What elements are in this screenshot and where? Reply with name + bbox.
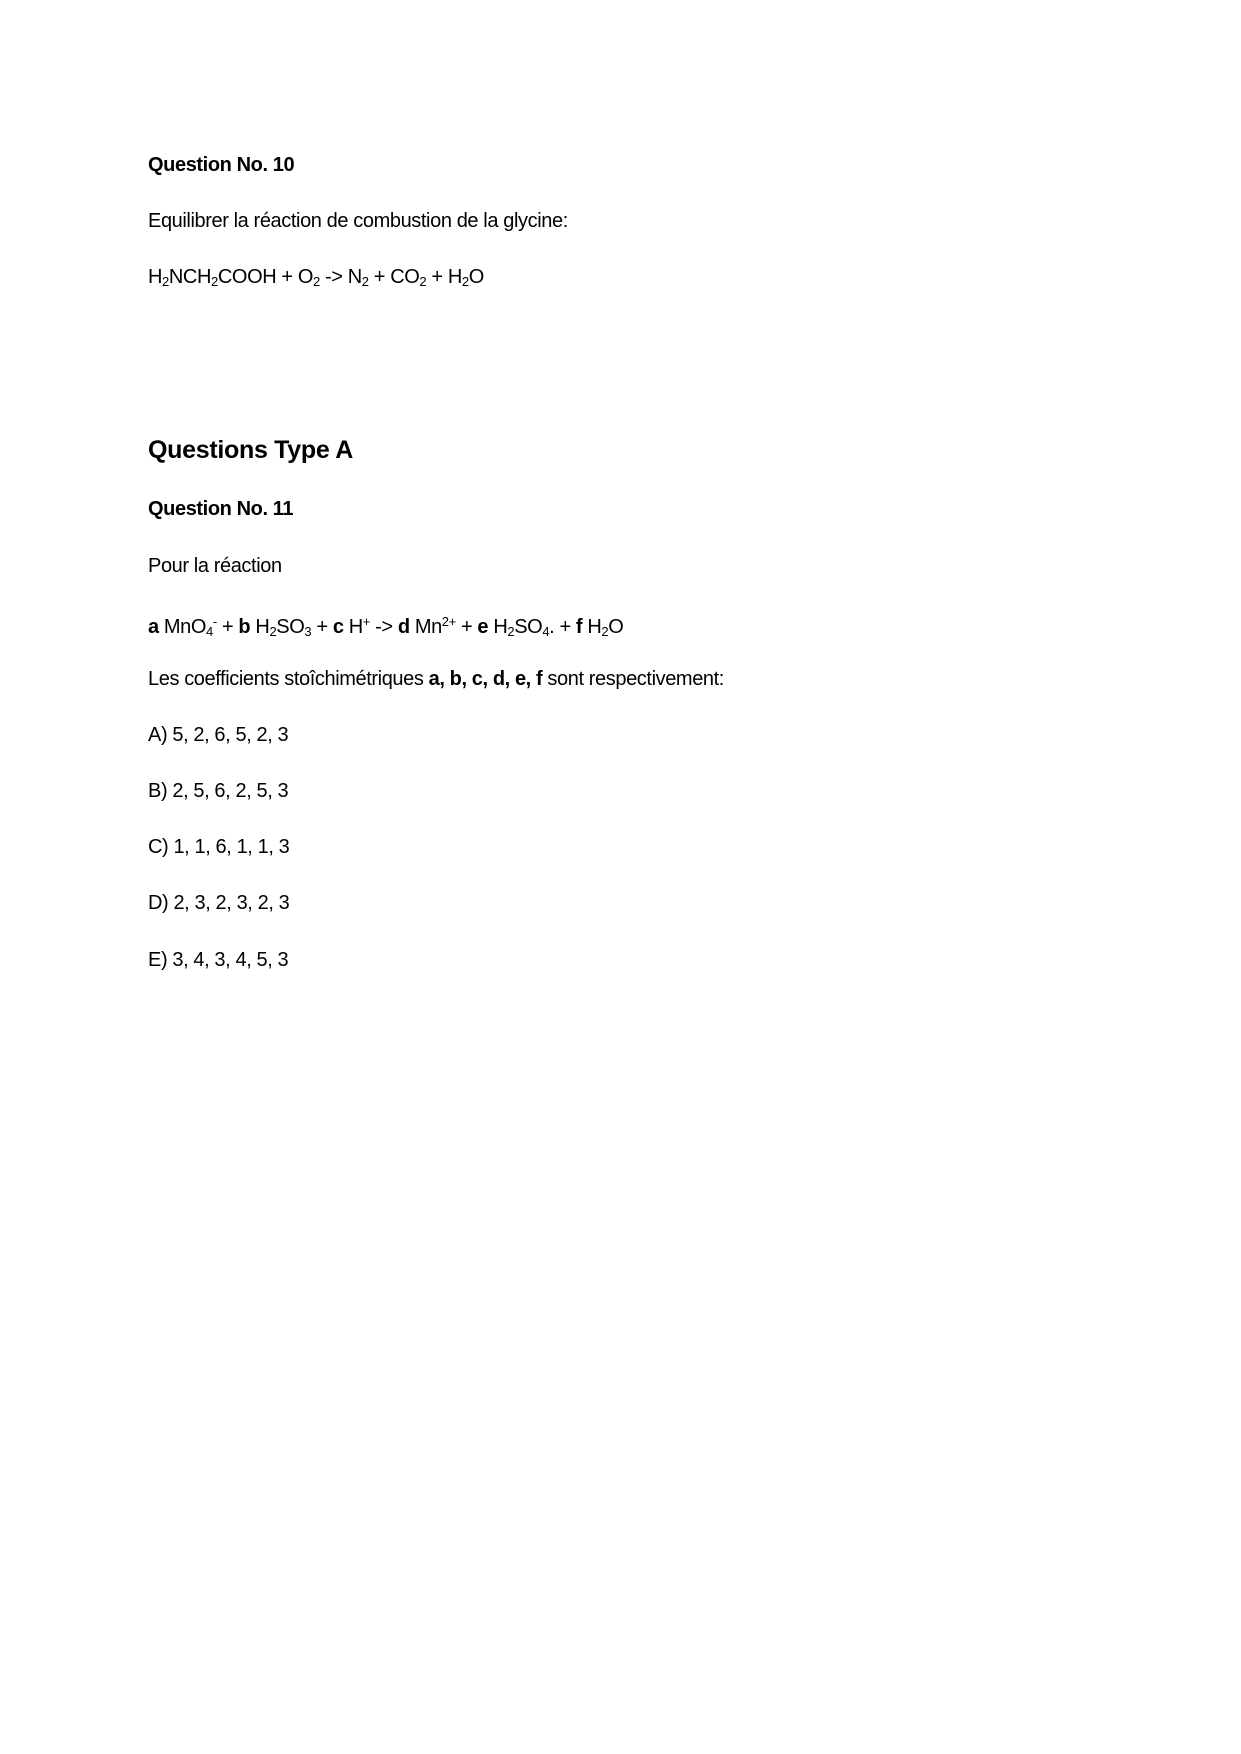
eq-text: + H — [426, 266, 462, 288]
prompt-text: sont respectivement: — [542, 668, 724, 690]
eq-text: -> — [369, 616, 398, 638]
coef-c: c — [332, 616, 344, 638]
eq-text: + CO — [368, 266, 420, 288]
eq-sup: 2+ — [441, 614, 456, 629]
eq-text: + — [311, 616, 333, 638]
question-10-prompt: Equilibrer la réaction de combustion de la glycine: — [148, 210, 568, 232]
eq-sub: 2 — [419, 274, 427, 289]
eq-sub: 2 — [211, 274, 218, 289]
eq-text: H — [343, 616, 363, 638]
eq-text: MnO — [158, 616, 207, 638]
eq-text: + — [216, 616, 239, 638]
eq-sub: 2 — [601, 624, 609, 639]
eq-text: + — [455, 616, 478, 638]
eq-sub: 2 — [461, 274, 469, 289]
eq-text: H — [488, 616, 508, 638]
coef-f: f — [575, 616, 583, 638]
coef-a: a — [148, 616, 159, 638]
eq-text: H — [250, 616, 270, 638]
prompt-coefficients: a, b, c, d, e, f — [428, 668, 543, 690]
section-title: Questions Type A — [148, 436, 353, 464]
question-11-intro: Pour la réaction — [148, 555, 282, 577]
eq-text: O — [608, 616, 624, 638]
option-c: C) 1, 1, 6, 1, 1, 3 — [148, 836, 290, 858]
question-11-heading: Question No. 11 — [148, 498, 294, 520]
eq-sub: 3 — [304, 624, 312, 639]
eq-sup: + — [362, 614, 370, 629]
option-e: E) 3, 4, 3, 4, 5, 3 — [148, 949, 289, 971]
eq-sub: 2 — [507, 624, 515, 639]
eq-sup: - — [212, 614, 217, 629]
question-10-equation — [148, 265, 484, 294]
coef-e: e — [477, 616, 489, 638]
eq-text: H — [148, 266, 163, 288]
option-a: A) 5, 2, 6, 5, 2, 3 — [148, 724, 289, 746]
question-11-prompt — [148, 667, 724, 691]
eq-text: SO — [514, 616, 543, 638]
eq-text: H — [582, 616, 602, 638]
question-11-equation — [148, 610, 623, 644]
eq-sub: 2 — [162, 274, 169, 289]
coef-b: b — [238, 616, 251, 638]
eq-sub: 2 — [269, 624, 277, 639]
eq-sub: 4 — [542, 624, 550, 639]
eq-text: Mn — [409, 616, 442, 638]
eq-sub: 2 — [361, 274, 369, 289]
eq-text: COOH + O — [217, 266, 314, 288]
question-10-heading: Question No. 10 — [148, 154, 295, 176]
eq-text: . + — [549, 616, 576, 638]
option-b: B) 2, 5, 6, 2, 5, 3 — [148, 780, 289, 802]
eq-sub: 2 — [313, 274, 320, 289]
coef-d: d — [397, 616, 410, 638]
eq-text: NCH — [168, 266, 212, 288]
eq-text: O — [468, 266, 484, 288]
eq-text: SO — [276, 616, 305, 638]
option-d: D) 2, 3, 2, 3, 2, 3 — [148, 892, 290, 914]
eq-sub: 4 — [206, 624, 213, 639]
eq-text: -> N — [319, 266, 362, 288]
prompt-text: Les coefficients stoîchimétriques — [148, 668, 429, 690]
